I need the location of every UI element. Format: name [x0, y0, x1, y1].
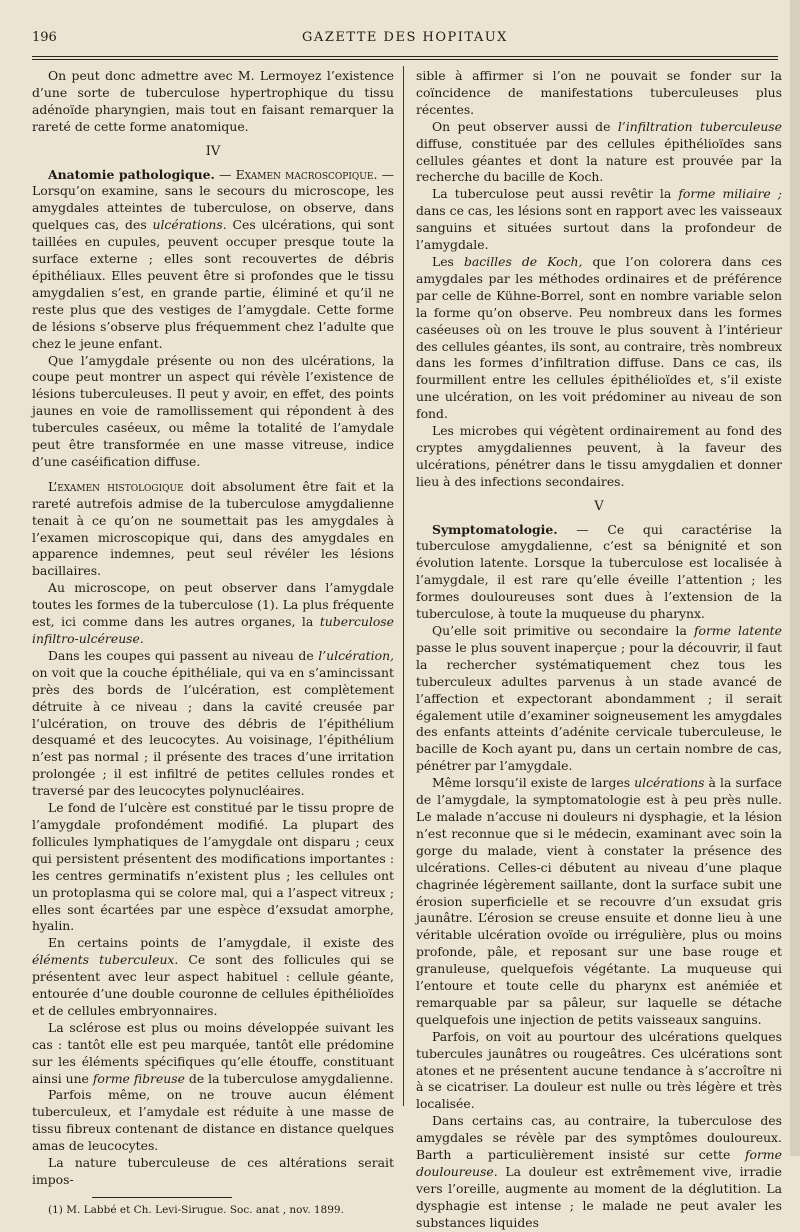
paragraph: Au microscope, on peut observer dans l’amygdale toutes les formes de la tuberculose (1). La plus fréquente est, ici comme dans les autres organes, la tuberculose infiltro-ulcéreuse. — [32, 580, 394, 646]
header-rule-thin — [32, 59, 778, 60]
paragraph: Les bacilles de Koch, que l’on colorera dans ces amygdales par les méthodes ordinaires et de préférence par celle de Kühne-Borrel, sont en nombre variable selon la forme qu’on observe. Peu nombreux dans les formes caséeuses où on les trouve le plus souvent à l’intérieur des cellules géantes, ils sont, au contraire, très nombreux dans les formes d’infiltration diffuse. Dans ce cas, ils fourmillent entre les cellules épithélioïdes et, s’il existe une ulcération, on les voit prédominer au niveau de son fond. — [416, 253, 782, 422]
paragraph: On peut observer aussi de l’infiltration tuberculeuse diffuse, constituée par des cellules épithélioïdes sans cellules géantes et dont la nature est prouvée par la recherche du bacille de Koch. — [416, 118, 782, 185]
section-number-v: V — [594, 498, 604, 514]
left-column — [32, 68, 394, 1217]
paragraph: La sclérose est plus ou moins développée suivant les cas : tantôt elle est peu marquée, tantôt elle prédomine sur les éléments spécifiques qu’elle étouffe, constituant ainsi une forme fibreuse de la tuberculose amygdalienne. — [32, 1019, 394, 1086]
paragraph-continued: sible à affirmer si l’on ne pouvait se fonder sur la coïncidence de manifestations tuberculeuses plus récentes. — [416, 68, 782, 117]
column-divider — [403, 66, 404, 1106]
paragraph: On peut donc admettre avec M. Lermoyez l’existence d’une sorte de tuberculose hypertrophique du tissu adénoïde pharyngien, mais tout en faisant remarquer la rareté de cette forme anatomique. — [32, 68, 394, 134]
page-edge — [790, 0, 800, 1156]
paragraph: Le fond de l’ulcère est constitué par le tissu propre de l’amygdale profondément modifié. La plupart des follicules lymphatiques de l’amygdale ont disparu ; ceux qui persistent présentent des modifications importantes : les centres germinatifs n’existent plus ; les cellules ont un protoplasma qui se colore mal, qui a l’aspect vitreux ; elles sont écartées par une espèce d’exsudat amorphe, hyalin. — [32, 800, 394, 934]
subheading: Examen macroscopique. — [235, 166, 378, 182]
paragraph: La nature tuberculeuse de ces altérations serait impos- — [32, 1155, 394, 1187]
subheading: L’examen histologique — [48, 478, 184, 494]
paragraph: Parfois même, on ne trouve aucun élément tuberculeux, et l’amydale est réduite à une masse de tissu fibreux contenant de distance en distance quelques amas de leucocytes. — [32, 1087, 394, 1154]
paragraph: Que l’amygdale présente ou non des ulcérations, la coupe peut montrer un aspect qui révèle l’existence de lésions tuberculeuses. Il peut y avoir, en effet, des points jaunes en voie de ramollissement qui répondent à des tubercules caséeux, ou même la totalité de l’amydale peut être transformée en une masse vitreuse, indice d’une caséification diffuse. — [32, 352, 394, 469]
paragraph: Même lorsqu’il existe de larges ulcérations à la surface de l’amygdale, la symptomatologie est à peu près nulle. Le malade n’accuse ni douleurs ni dysphagie, et la lésion n’est reconnue que si le médecin, examinant avec soin la gorge du malade, vient à constater la présence des ulcérations. Celles-ci débutent au niveau d’une plaque chagrinée légèrement saillante, dont la surface subit une érosion superficielle et se recouvre d’un exsudat gris jaunâtre. L’érosion se creuse ensuite et donne lieu à une véritable ulcération ovoïde ou irrégulière, plus ou moins profonde, pâle, et reposant sur une base rouge et granuleuse, quelquefois végétante. La muqueuse qui l’entoure et toute celle du pharynx est anémiée et remarquable par sa pâleur, sur laquelle se détache quelquefois une injection de petits vaisseaux sanguins. — [416, 775, 782, 1027]
paragraph: La tuberculose peut aussi revêtir la forme miliaire ; dans ce cas, les lésions sont en rapport avec les vaisseaux sanguins et situées surtout dans la profondeur de l’amygdale. — [416, 186, 782, 253]
paragraph: Qu’elle soit primitive ou secondaire la forme latente passe le plus souvent inaperçue ; pour la découvrir, il faut la rechercher systématiquement chez tous les tuberculeux adultes parvenus à un stade avancé de l’affection et expectorant abondamment ; il serait également utile d’examiner soigneusement les amygdales des enfants atteints d’adénite cervicale tuberculeuse, le bacille de Koch ayant pu, dans un certain nombre de cas, pénétrer par l’amygdale. — [416, 623, 782, 774]
journal-title: GAZETTE DES HOPITAUX — [302, 30, 508, 45]
paragraph: Dans les coupes qui passent au niveau de l’ulcération, on voit que la couche épithéliale, qui va en s’amincissant près des bords de l’ulcération, est complètement détruite à ce niveau ; dans la cavité creusée par l’ulcération, on trouve des débris de l’épithélium desquamé et des leucocytes. Au voisinage, l’épithélium n’est pas normal ; il présente des traces d’une irritation prolongée ; il est infiltré de petites cellules rondes et traversé par des leucocytes polynucléaires. — [32, 647, 394, 799]
paragraph: Parfois, on voit au pourtour des ulcérations quelques tubercules jaunâtres ou rougeâtres. Ces ulcérations sont atones et ne présentent aucune tendance à s’accroître ni à se cicatriser. La douleur est nulle ou très légère et très localisée. — [416, 1028, 782, 1112]
right-column — [416, 68, 782, 1232]
header-rule-thick — [32, 56, 778, 57]
section-number-iv: IV — [205, 143, 221, 159]
footnote-rule — [92, 1197, 232, 1198]
paragraph: En certains points de l’amygdale, il existe des éléments tuberculeux. Ce sont des follicules qui se présentent avec leur aspect habituel : cellule géante, entourée d’une double couronne de cellules épithélioïdes et de cellules embryonnaires. — [32, 935, 394, 1018]
paragraph: Les microbes qui végètent ordinairement au fond des cryptes amygdaliennes peuvent, à la faveur des ulcérations, pénétrer dans le tissu amygdalien et donner lieu à des infections secondaires. — [416, 423, 782, 489]
paragraph-histologique: L’examen histologique doit absolument être fait et la rareté autrefois admise de la tuberculose amygdalienne tenait à ce qu’on ne soumettait pas les amygdales à l’examen microscopique qui, dans des amygdales en apparence indemnes, peut seul révéler les lésions bacillaires. — [32, 478, 394, 579]
paragraph-symptomatologie: Symptomatologie. — Ce qui caractérise la tuberculose amygdalienne, c’est sa bénignité et son évolution latente. Lorsque la tuberculose est localisée à l’amygdale, il est rare qu’elle éveille l’attention ; les formes douloureuses sont dues à l’extension de la tuberculose, à toute la muqueuse du pharynx. — [416, 521, 782, 622]
page-number: 196 — [32, 30, 57, 45]
section-heading: Symptomatologie. — [432, 521, 558, 537]
paragraph-anatomie: Anatomie pathologique. — Examen macroscopique. — Lorsqu’on examine, sans le secours du microscope, les amygdales atteintes de tuberculose, on observe, dans quelques cas, des ulcérations. Ces ulcérations, qui sont taillées en cupules, peuvent occuper presque toute la surface externe ; elles sont recouvertes de débris épithéliaux. Elles peuvent être si profondes que le tissu amygdalien s’est, en grande partie, éliminé et qu’il ne reste plus que des vestiges de l’amygdale. Cette forme de lésions s’observe plus fréquemment chez l’adulte que chez le jeune enfant. — [32, 166, 394, 351]
paragraph: Dans certains cas, au contraire, la tuberculose des amygdales se révèle par des symptômes douloureux. Barth a particulièrement insisté sur cette forme douloureuse. La douleur est extrêmement vive, irradie vers l’oreille, augmente au moment de la déglutition. La dysphagie est intense ; le malade ne peut avaler les substances liquides — [416, 1113, 782, 1230]
section-heading: Anatomie pathologique. — [48, 166, 215, 182]
footnote: (1) M. Labbé et Ch. Levi-Sirugue. Soc. anat , nov. 1899. — [48, 1203, 344, 1216]
page-header — [32, 30, 778, 52]
